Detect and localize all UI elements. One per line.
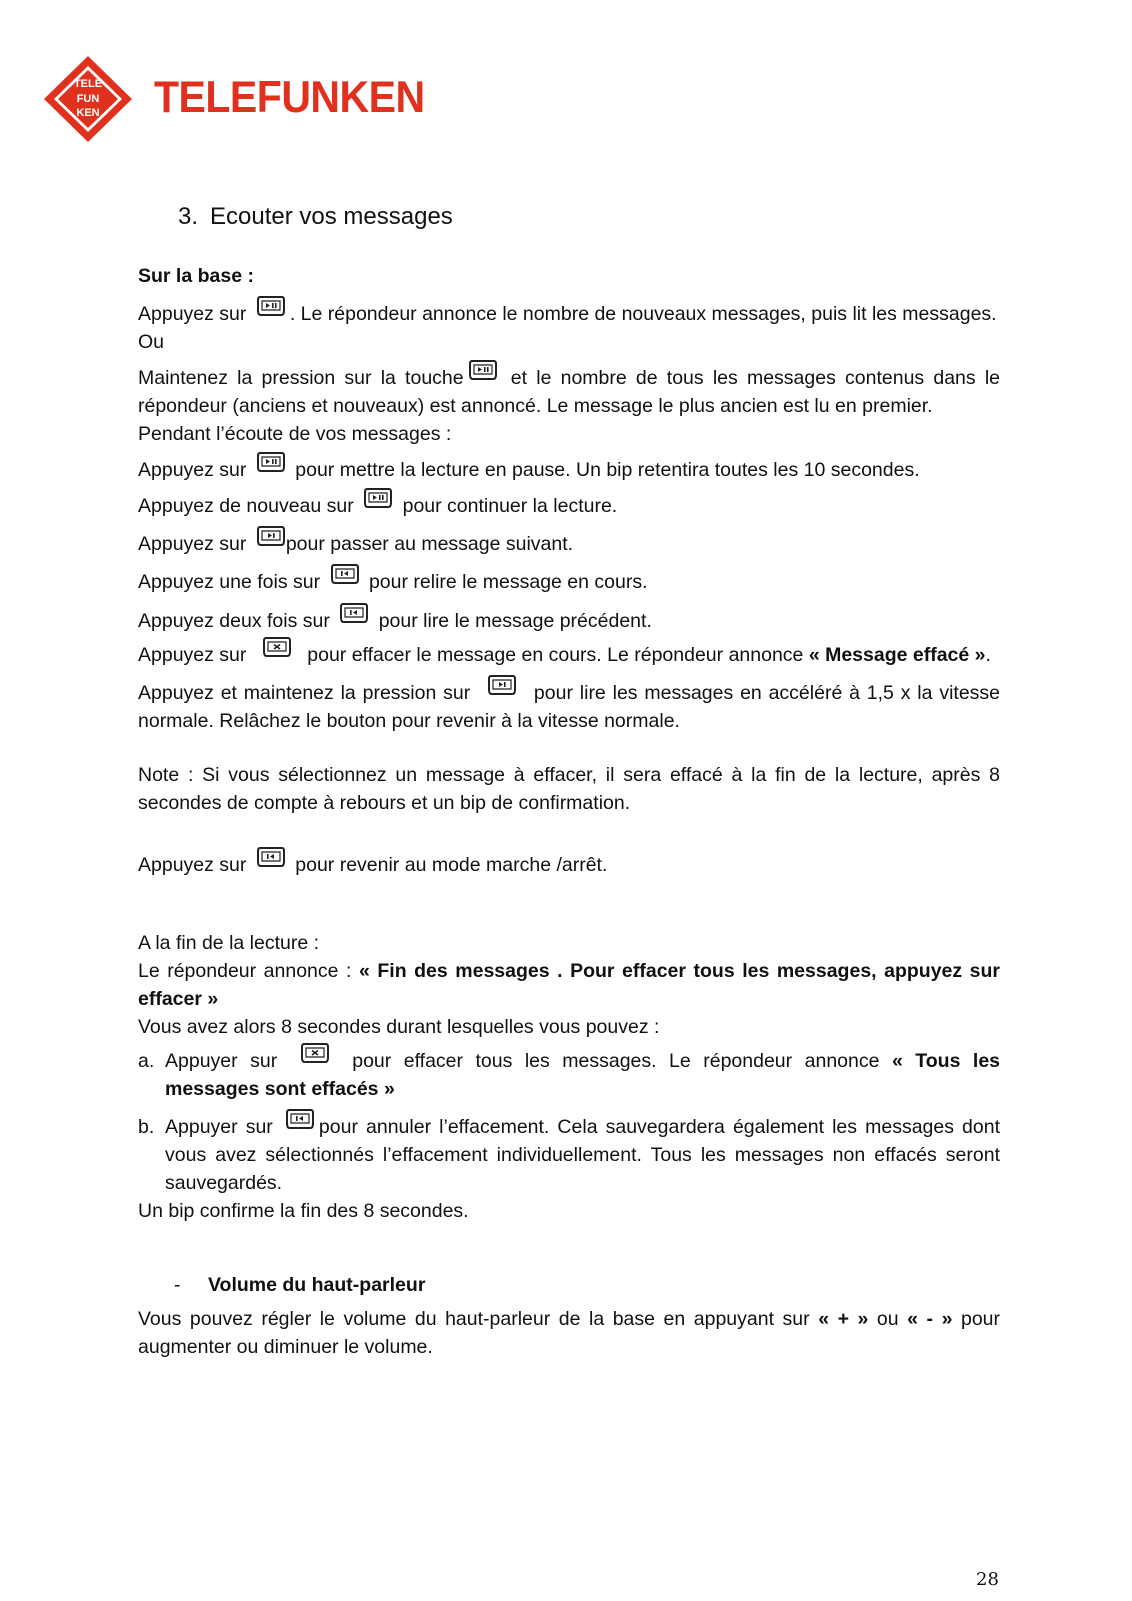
volume-paragraph: Vous pouvez régler le volume du haut-parleur de la base en appuyant sur « + » ou « - » pour augmenter ou diminuer le volume.	[138, 1308, 1000, 1358]
end-announce: Le répondeur annonce : « Fin des messages . Pour effacer tous les messages, appuyez sur effacer »	[138, 960, 1001, 1010]
repeat-icon	[256, 845, 286, 869]
list-item-a: a. Appuyer sur pour effacer tous les messages. Le répondeur annonce « Tous les messages sont effacés »	[138, 1047, 1000, 1103]
base-title: Sur la base :	[138, 265, 254, 287]
telefunken-logo	[42, 54, 442, 144]
line-continue: Appuyez de nouveau sur pour continuer la lecture.	[138, 492, 1000, 520]
play-pause-icon	[363, 486, 393, 510]
end-seconds: Vous avez alors 8 secondes durant lesquelles vous pouvez :	[138, 1016, 660, 1038]
line-previous: Appuyez deux fois sur pour lire le message précédent.	[138, 607, 1000, 635]
volume-heading: - Volume du haut-parleur	[174, 1274, 426, 1296]
line-next: Appuyez sur pour passer au message suivant.	[138, 530, 1000, 558]
delete-icon	[262, 635, 292, 659]
document-body	[138, 262, 1000, 1361]
end-confirm: Un bip confirme la fin des 8 secondes.	[138, 1200, 469, 1222]
delete-icon	[300, 1041, 330, 1065]
paragraph-play: Appuyez sur . Le répondeur annonce le nombre de nouveaux messages, puis lit les messages.	[138, 300, 1000, 328]
list-item-b: b. Appuyer sur pour annuler l’effacement. Cela sauvegardera également les messages dont vous avez sélectionnés l’effacement individuellement. Tous les messages non effacés seront sauvegardés.	[138, 1113, 1000, 1197]
page-number: 28	[976, 1569, 999, 1590]
repeat-icon	[330, 562, 360, 586]
play-pause-icon	[256, 450, 286, 474]
line-fast: Appuyez et maintenez la pression sur pour lire les messages en accéléré à 1,5 x la vitesse normale. Relâchez le bouton pour revenir à la vitesse normale.	[138, 679, 1000, 735]
telefunken-badge-icon	[42, 54, 134, 144]
svg-text:KEN: KEN	[76, 107, 100, 119]
brand-wordmark: TELEFUNKEN	[154, 72, 425, 122]
or-line: Ou	[138, 331, 165, 353]
line-repeat: Appuyez une fois sur pour relire le message en cours.	[138, 568, 1000, 596]
note-paragraph: Note : Si vous sélectionnez un message à effacer, il sera effacé à la fin de la lecture, après 8 secondes de compte à rebours et un bip de confirmation.	[138, 764, 1000, 814]
next-icon	[487, 673, 517, 697]
play-pause-icon	[256, 294, 286, 318]
repeat-icon	[285, 1107, 315, 1131]
section-heading	[178, 203, 453, 231]
svg-text:FUN: FUN	[76, 93, 100, 105]
repeat-icon	[339, 601, 369, 625]
play-pause-icon	[468, 358, 498, 382]
section-title: Ecouter vos messages	[210, 203, 453, 230]
svg-text:TELE: TELE	[73, 78, 103, 90]
paragraph-hold: Maintenez la pression sur la touche et le nombre de tous les messages contenus dans le répondeur (anciens et nouveaux) est annoncé. Le message le plus ancien est lu en premier.	[138, 364, 1000, 420]
next-icon	[256, 524, 286, 548]
line-delete: Appuyez sur pour effacer le message en cours. Le répondeur annonce « Message effacé ».	[138, 641, 1000, 669]
section-number: 3.	[178, 203, 199, 230]
line-return: Appuyez sur pour revenir au mode marche /arrêt.	[138, 851, 1000, 879]
during-line: Pendant l’écoute de vos messages :	[138, 423, 452, 445]
line-pause: Appuyez sur pour mettre la lecture en pause. Un bip retentira toutes les 10 secondes.	[138, 456, 1000, 484]
end-title: A la fin de la lecture :	[138, 932, 320, 954]
